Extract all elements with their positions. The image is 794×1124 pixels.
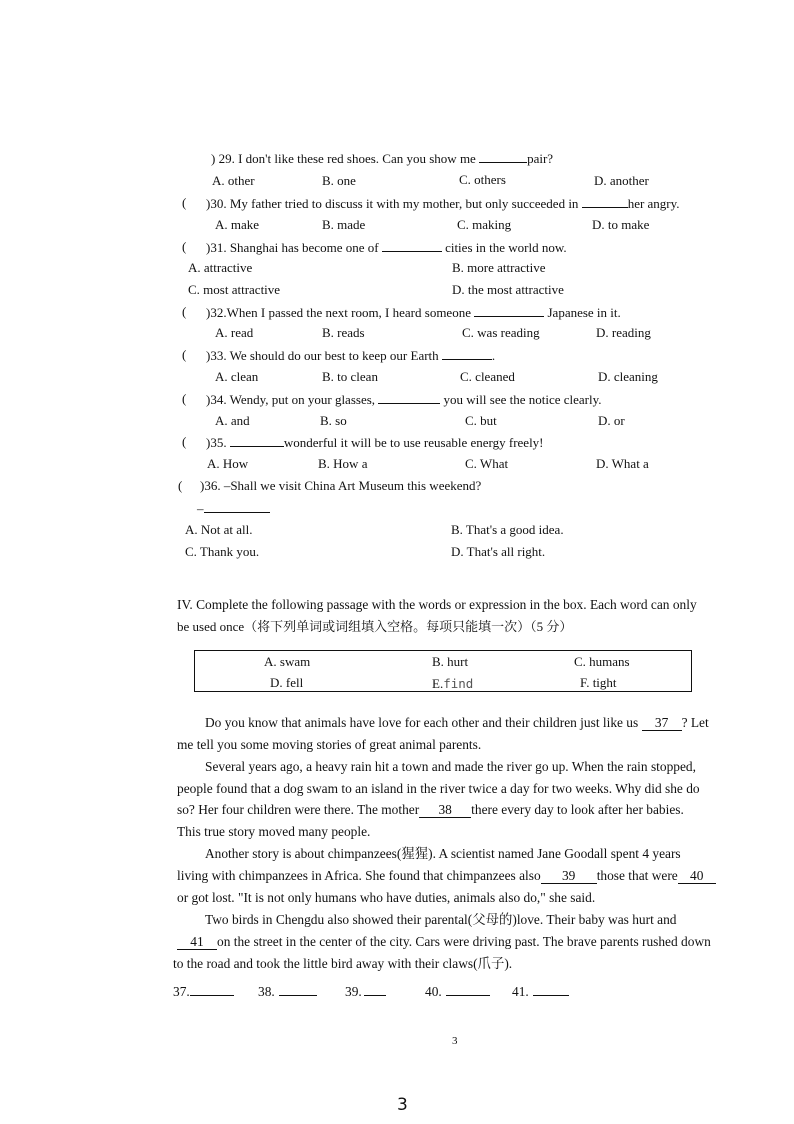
word-option: A. swam <box>264 654 311 669</box>
question-35-text-after: wonderful it will be to use reusable energy freely! <box>283 435 544 450</box>
option: C. was reading <box>462 325 540 340</box>
passage-text: so? Her four children were there. The mother <box>177 802 420 817</box>
passage-line <box>205 715 709 731</box>
answer-label: 37. <box>173 984 190 999</box>
option: C. others <box>459 172 506 187</box>
answer-blank[interactable] <box>204 500 270 513</box>
answer-blank[interactable] <box>474 304 544 317</box>
option: B. one <box>322 173 356 188</box>
answer-paren[interactable]: ( <box>182 391 187 406</box>
word-option: D. fell <box>270 675 304 690</box>
question-31-text: )31. Shanghai has become one of <box>206 240 379 255</box>
answer-blank[interactable] <box>378 391 440 404</box>
question-29-text-after: pair? <box>527 151 554 166</box>
option: D. That's all right. <box>451 544 546 559</box>
option: C. but <box>465 413 497 428</box>
answer-blank[interactable] <box>479 150 527 163</box>
option: B. so <box>320 413 347 428</box>
answer-label: 40. <box>425 984 442 999</box>
answer-blank[interactable] <box>442 347 492 360</box>
option: A. attractive <box>188 260 253 275</box>
word-box <box>194 650 692 692</box>
passage-text: those that were <box>596 868 678 883</box>
option: B. made <box>322 217 366 232</box>
option: A. read <box>215 325 254 340</box>
question-34-text-after: you will see the notice clearly. <box>443 392 602 407</box>
question-34-text: )34. Wendy, put on your glasses, <box>206 392 376 407</box>
passage-line: or got lost. "It is not only humans who have duties, animals also do," she said. <box>177 890 596 905</box>
answer-blank[interactable] <box>230 434 284 447</box>
option: D. another <box>594 173 649 188</box>
question-33 <box>206 347 495 364</box>
question-29 <box>211 150 553 167</box>
blank-41[interactable]: 41 <box>177 935 217 950</box>
word-option-find: find <box>443 676 474 691</box>
passage-line: This true story moved many people. <box>177 824 371 839</box>
passage-line <box>177 802 684 818</box>
response-dash: – <box>197 501 204 516</box>
option: B. reads <box>322 325 365 340</box>
passage-line: to the road and took the little bird away with their claws(爪子). <box>173 956 513 971</box>
response-line <box>197 500 270 517</box>
answer-blank-39[interactable] <box>364 983 386 996</box>
answer-paren[interactable]: ( <box>182 347 187 362</box>
page-number-large: 3 <box>397 1095 408 1115</box>
answer-row <box>512 983 569 1000</box>
option: A. Not at all. <box>185 522 253 537</box>
blank-40[interactable]: 40 <box>678 869 716 884</box>
option: A. clean <box>215 369 259 384</box>
option: D. the most attractive <box>452 282 564 297</box>
word-option: B. hurt <box>432 654 469 669</box>
passage-line: me tell you some moving stories of great animal parents. <box>177 737 482 752</box>
option: C. Thank you. <box>185 544 260 559</box>
answer-paren[interactable]: ( <box>182 195 187 210</box>
option: D. cleaning <box>598 369 658 384</box>
answer-paren[interactable]: ( <box>178 478 183 493</box>
question-30-text-after: her angry. <box>627 196 680 211</box>
answer-paren[interactable]: ( <box>182 434 187 449</box>
option: D. to make <box>592 217 650 232</box>
answer-row <box>258 983 317 1000</box>
answer-row <box>425 983 490 1000</box>
passage-line <box>177 934 711 950</box>
question-35 <box>206 434 544 451</box>
option: A. How <box>207 456 249 471</box>
question-31 <box>206 239 567 256</box>
option: A. and <box>215 413 250 428</box>
question-33-text: )33. We should do our best to keep our Earth <box>206 348 439 363</box>
option: D. What a <box>596 456 649 471</box>
passage-text: ? Let <box>681 715 709 730</box>
answer-blank[interactable] <box>382 239 442 252</box>
page-number: 3 <box>452 1035 458 1047</box>
question-30 <box>206 195 680 212</box>
passage-line: Several years ago, a heavy rain hit a town and made the river go up. When the rain stopped, <box>205 759 696 774</box>
passage-text: Do you know that animals have love for each other and their children just like us <box>205 715 639 730</box>
answer-paren[interactable]: ( <box>182 239 187 254</box>
section-heading: IV. Complete the following passage with the words or expression in the box. Each word can only <box>177 597 697 612</box>
option: A. other <box>212 173 255 188</box>
question-31-text-after: cities in the world now. <box>445 240 567 255</box>
word-option: F. tight <box>580 675 617 690</box>
answer-blank-37[interactable] <box>190 983 234 996</box>
blank-37[interactable]: 37 <box>642 716 682 731</box>
question-29-text: ) 29. I don't like these red shoes. Can you show me <box>211 151 476 166</box>
answer-blank-40[interactable] <box>446 983 490 996</box>
blank-39[interactable]: 39 <box>541 869 597 884</box>
passage-line: Another story is about chimpanzees(猩猩). A scientist named Jane Goodall spent 4 years <box>205 846 681 861</box>
option: C. making <box>457 217 512 232</box>
passage-text: there every day to look after her babies. <box>471 802 684 817</box>
answer-label: 39. <box>345 984 362 999</box>
word-option <box>432 676 473 692</box>
answer-row <box>173 983 234 1000</box>
section-heading-line2: be used once（将下列单词或词组填入空格。每项只能填一次）（5 分） <box>177 619 573 634</box>
word-option: C. humans <box>574 654 630 669</box>
passage-text: living with chimpanzees in Africa. She found that chimpanzees also <box>177 868 541 883</box>
option: C. What <box>465 456 509 471</box>
option: C. cleaned <box>460 369 515 384</box>
blank-38[interactable]: 38 <box>419 803 471 818</box>
option: C. most attractive <box>188 282 281 297</box>
option: B. How a <box>318 456 368 471</box>
passage-line: people found that a dog swam to an island in the river twice a day for two weeks. Why did she do <box>177 781 700 796</box>
answer-label: 38. <box>258 984 275 999</box>
answer-row <box>345 983 386 1000</box>
answer-blank-38[interactable] <box>279 983 317 996</box>
option: B. more attractive <box>452 260 546 275</box>
word-option-letter: E. <box>432 676 444 691</box>
question-33-text-after: . <box>491 348 496 363</box>
answer-blank[interactable] <box>582 195 628 208</box>
answer-paren[interactable]: ( <box>182 304 187 319</box>
question-36: )36. –Shall we visit China Art Museum this weekend? <box>200 478 482 493</box>
question-32 <box>206 304 621 321</box>
passage-line <box>177 868 716 884</box>
option: D. or <box>598 413 625 428</box>
option: B. That's a good idea. <box>451 522 564 537</box>
question-34 <box>206 391 602 408</box>
question-30-text: )30. My father tried to discuss it with my mother, but only succeeded in <box>206 196 579 211</box>
option: A. make <box>215 217 260 232</box>
answer-blank-41[interactable] <box>533 983 569 996</box>
passage-text: on the street in the center of the city. Cars were driving past. The brave parents rushed down <box>217 934 711 949</box>
option: D. reading <box>596 325 651 340</box>
answer-label: 41. <box>512 984 529 999</box>
question-35-text: )35. <box>206 435 227 450</box>
passage-line: Two birds in Chengdu also showed their parental(父母的)love. Their baby was hurt and <box>205 912 677 927</box>
question-32-text-after: Japanese in it. <box>547 305 621 320</box>
option: B. to clean <box>322 369 378 384</box>
question-32-text: )32.When I passed the next room, I heard someone <box>206 305 471 320</box>
